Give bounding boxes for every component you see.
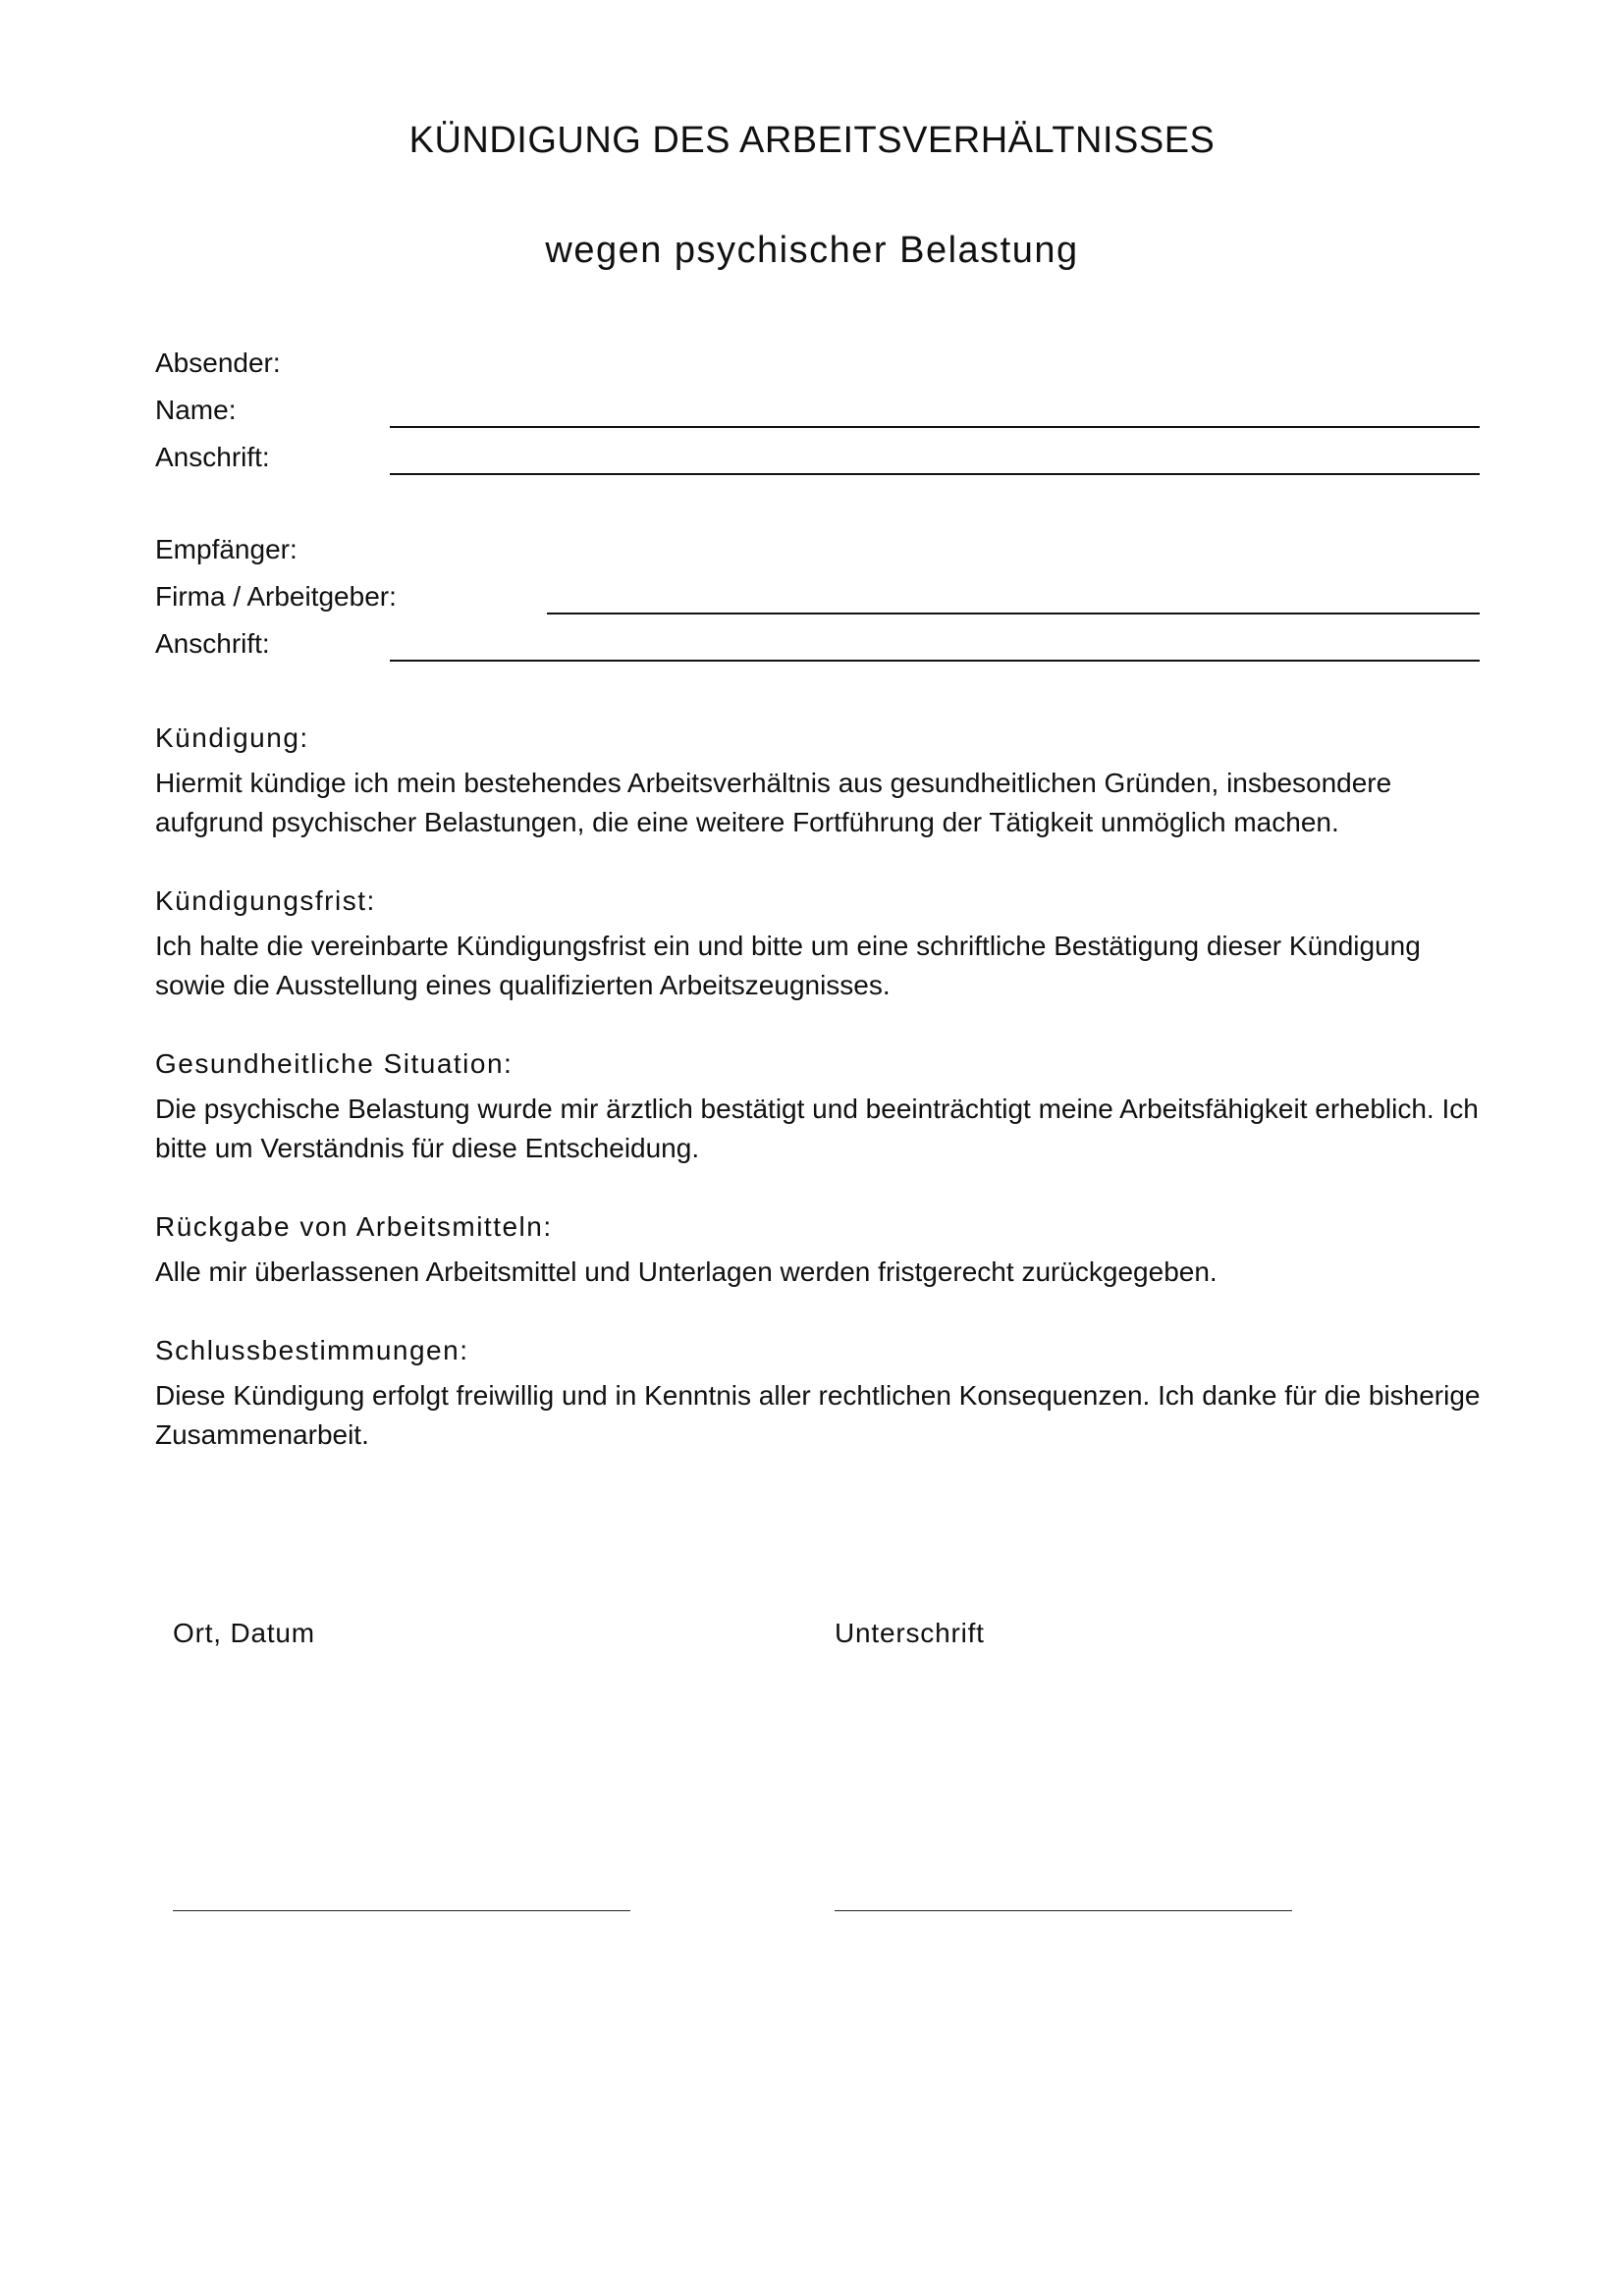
sender-name-field[interactable] [390,426,1480,428]
section-text: Diese Kündigung erfolgt freiwillig und in Kenntnis aller rechtlichen Konsequenzen. Ich danke für die bisherige Zusammenarbeit. [155,1380,1481,1450]
section-text: Hiermit kündige ich mein bestehendes Arbeitsverhältnis aus gesundheitlichen Gründen, insbesondere aufgrund psychischer Belastungen, die eine weitere Fortführung der Tätigkeit unmöglich machen. [155,768,1392,837]
sender-address-label: Anschrift: [155,442,270,472]
signature-field[interactable] [835,1910,1292,1911]
place-date-field[interactable] [173,1910,630,1911]
place-date-label: Ort, Datum [173,1618,315,1648]
section-text: Die psychische Belastung wurde mir ärztlich bestätigt und beeinträchtigt meine Arbeitsfähigkeit erheblich. Ich bitte um Verständnis für diese Entscheidung. [155,1094,1479,1163]
recipient-address-label: Anschrift: [155,628,270,659]
recipient-heading: Empfänger: [155,534,298,564]
section-text: Alle mir überlassenen Arbeitsmittel und Unterlagen werden fristgerecht zurückgegeben. [155,1256,1218,1287]
sender-address-field[interactable] [390,473,1480,475]
recipient-company-field[interactable] [547,613,1480,614]
signature-label: Unterschrift [835,1618,985,1648]
section-heading: Kündigung: [155,722,309,753]
sender-name-label: Name: [155,395,237,425]
document-title: KÜNDIGUNG DES ARBEITSVERHÄLTNISSES [408,120,1216,161]
section-heading: Schlussbestimmungen: [155,1335,469,1365]
sender-heading: Absender: [155,347,281,378]
section-heading: Kündigungsfrist: [155,885,376,916]
section-heading: Rückgabe von Arbeitsmitteln: [155,1211,553,1242]
section-text: Ich halte die vereinbarte Kündigungsfrist ein und bitte um eine schriftliche Bestätigung dieser Kündigung sowie die Ausstellung eines qualifizierten Arbeitszeugnisses. [155,931,1421,1000]
document-subtitle: wegen psychischer Belastung [545,230,1079,271]
section-heading: Gesundheitliche Situation: [155,1048,514,1079]
recipient-company-label: Firma / Arbeitgeber: [155,581,397,612]
recipient-address-field[interactable] [390,660,1480,662]
